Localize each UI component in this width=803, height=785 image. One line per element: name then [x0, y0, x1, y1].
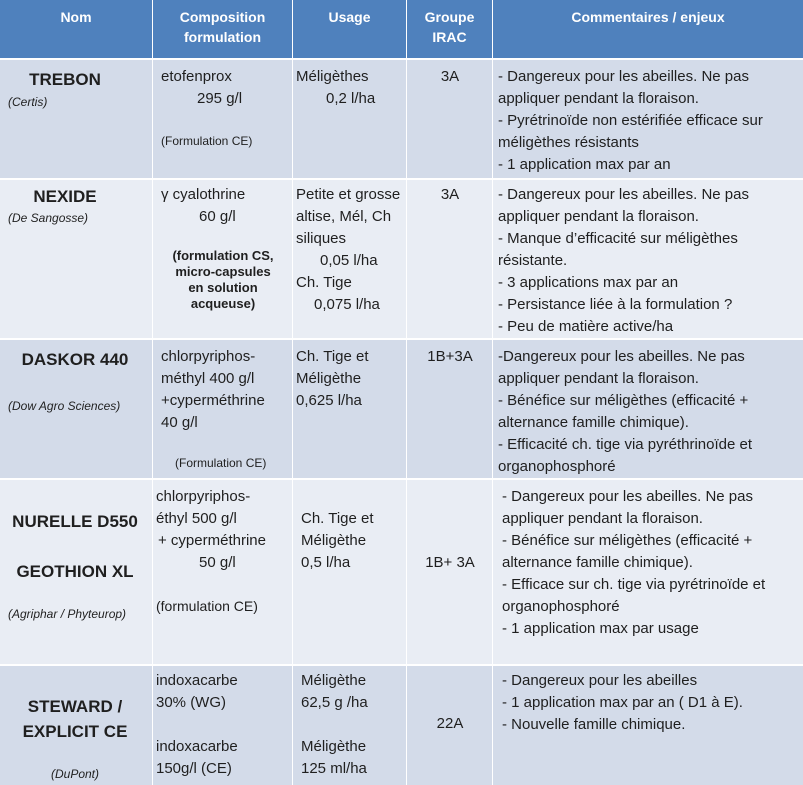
irac-cell	[407, 180, 493, 338]
comment-line: - Persistance liée à la formulation ?	[498, 296, 733, 313]
usage-line: Méligèthe	[296, 370, 362, 387]
usage-line: Ch. Tige	[296, 274, 352, 291]
comment-line: alternance famille chimique).	[498, 414, 689, 431]
comments-cell	[493, 340, 803, 478]
header-composition: Composition formulation	[153, 0, 293, 58]
comments-cell	[493, 180, 803, 338]
comment-line: - 1 application max par an ( D1 à E).	[502, 694, 743, 711]
comment-line: alternance famille chimique).	[502, 554, 693, 571]
product-name: TREBON	[29, 70, 101, 89]
product-name: DASKOR 440	[21, 350, 129, 369]
company-name: (Certis)	[8, 95, 48, 109]
irac-group: 1B+3A	[427, 348, 473, 365]
product-cell	[0, 60, 153, 178]
irac-cell	[407, 340, 493, 478]
comment-line: appliquer pendant la floraison.	[498, 370, 699, 387]
usage-line: 0,2 l/ha	[326, 90, 376, 107]
usage-line: Petite et grosse	[296, 186, 401, 203]
usage-cell	[293, 180, 407, 338]
usage-line: siliques	[296, 230, 347, 247]
comment-line: - Dangereux pour les abeilles	[502, 672, 698, 689]
usage-line: 0,5 l/ha	[301, 554, 351, 571]
comment-line: - Nouvelle famille chimique.	[502, 716, 686, 733]
comment-line: - Bénéfice sur méligèthes (efficacité +	[502, 532, 753, 549]
comment-line: appliquer pendant la floraison.	[498, 208, 699, 225]
header-usage: Usage	[293, 0, 407, 58]
usage-line: 125 ml/ha	[301, 760, 367, 777]
product-name: STEWARD /	[27, 697, 123, 716]
composition-line: 40 g/l	[161, 414, 198, 431]
comment-line: - 1 application max par usage	[502, 620, 699, 637]
usage-line: Méligèthe	[301, 532, 367, 549]
usage-line: 0,05 l/ha	[320, 252, 378, 269]
comments-cell	[493, 480, 803, 664]
composition-cell	[153, 340, 293, 478]
irac-group: 3A	[440, 186, 460, 203]
irac-cell	[407, 60, 493, 178]
usage-cell	[293, 340, 407, 478]
comment-line: -Dangereux pour les abeilles. Ne pas	[498, 348, 745, 365]
formulation-note: (Formulation CE)	[175, 456, 267, 470]
comment-line: - Manque d’efficacité sur méligèthes	[498, 230, 738, 247]
composition-line: etofenprox	[161, 68, 232, 85]
usage-line: Méligèthe	[301, 672, 367, 689]
product-cell	[0, 666, 153, 785]
usage-line: Méligèthes	[296, 68, 369, 85]
formulation-note: (formulation CE)	[156, 598, 258, 614]
irac-group: 3A	[440, 68, 460, 85]
composition-line: chlorpyriphos-	[161, 348, 256, 365]
composition-line: indoxacarbe	[156, 672, 238, 689]
header-nom: Nom	[0, 0, 153, 58]
product-name-alt: GEOTHION XL	[16, 562, 134, 581]
header-commentaires: Commentaires / enjeux	[571, 9, 725, 25]
composition-line: 295 g/l	[197, 90, 243, 107]
formulation-note: (Formulation CE)	[161, 134, 253, 148]
product-name-alt: EXPLICIT CE	[22, 722, 128, 741]
comment-line: - Dangereux pour les abeilles. Ne pas	[498, 186, 749, 203]
usage-line: Méligèthe	[301, 738, 367, 755]
comment-line: organophosphoré	[502, 598, 620, 615]
product-cell	[0, 340, 153, 478]
usage-cell	[293, 480, 407, 664]
comment-line: - Pyrétrinoïde non estérifiée efficace sur	[498, 112, 763, 129]
table-row	[0, 58, 803, 178]
composition-line: chlorpyriphos-	[156, 488, 251, 505]
comment-line: - Peu de matière active/ha	[498, 318, 674, 335]
comment-line: résistante.	[498, 252, 568, 269]
composition-cell	[153, 480, 293, 664]
composition-line: + cyperméthrine	[158, 532, 266, 549]
composition-line: 150g/l (CE)	[156, 760, 232, 777]
composition-line: +cyperméthrine	[161, 392, 265, 409]
comment-line: - Bénéfice sur méligèthes (efficacité +	[498, 392, 749, 409]
product-name: NEXIDE	[33, 187, 97, 206]
composition-line: 60 g/l	[199, 208, 236, 225]
table-row	[0, 664, 803, 785]
composition-cell	[153, 60, 293, 178]
product-cell	[0, 480, 153, 664]
comment-line: - 3 applications max par an	[498, 274, 679, 291]
table-row	[0, 178, 803, 338]
formulation-note: (formulation CS, micro-capsules en solution acqueuse)	[172, 248, 274, 311]
irac-group: 1B+ 3A	[425, 554, 475, 571]
irac-cell	[407, 480, 493, 664]
composition-line: γ cyalothrine	[161, 186, 246, 203]
composition-cell	[153, 180, 293, 338]
comment-line: - Efficacité ch. tige via pyréthrinoïde et	[498, 436, 753, 453]
composition-cell	[153, 666, 293, 785]
usage-line: Ch. Tige et	[301, 510, 374, 527]
irac-group: 22A	[436, 715, 464, 732]
company-name: (De Sangosse)	[8, 211, 89, 225]
table-row	[0, 338, 803, 478]
usage-line: altise, Mél, Ch	[296, 208, 392, 225]
comment-line: - 1 application max par an	[498, 156, 671, 173]
comment-line: - Efficace sur ch. tige via pyrétrinoïde et	[502, 576, 766, 593]
composition-line: 30% (WG)	[156, 694, 227, 711]
comment-line: - Dangereux pour les abeilles. Ne pas	[498, 68, 749, 85]
comments-cell	[493, 666, 803, 785]
usage-cell	[293, 60, 407, 178]
product-name: NURELLE D550	[12, 512, 138, 531]
composition-line: 50 g/l	[199, 554, 236, 571]
header-groupe-irac: Groupe IRAC	[407, 0, 493, 58]
usage-line: Ch. Tige et	[296, 348, 369, 365]
comment-line: méligèthes résistants	[498, 134, 639, 151]
composition-line: éthyl 500 g/l	[156, 510, 237, 527]
company-name: (Dow Agro Sciences)	[8, 399, 121, 413]
company-name: (Agriphar / Phyteurop)	[8, 607, 127, 621]
comment-line: appliquer pendant la floraison.	[502, 510, 703, 527]
usage-line: 62,5 g /ha	[301, 694, 368, 711]
composition-line: indoxacarbe	[156, 738, 238, 755]
composition-line: méthyl 400 g/l	[161, 370, 255, 387]
usage-line: 0,625 l/ha	[296, 392, 362, 409]
table-header	[0, 0, 803, 58]
product-cell	[0, 180, 153, 338]
comment-line: organophosphoré	[498, 458, 616, 475]
table-row	[0, 478, 803, 664]
comment-line: appliquer pendant la floraison.	[498, 90, 699, 107]
comments-cell	[493, 60, 803, 178]
company-name: (DuPont)	[50, 767, 100, 781]
usage-line: 0,075 l/ha	[314, 296, 380, 313]
comment-line: - Dangereux pour les abeilles. Ne pas	[502, 488, 753, 505]
usage-cell	[293, 666, 407, 785]
irac-cell	[407, 666, 493, 785]
